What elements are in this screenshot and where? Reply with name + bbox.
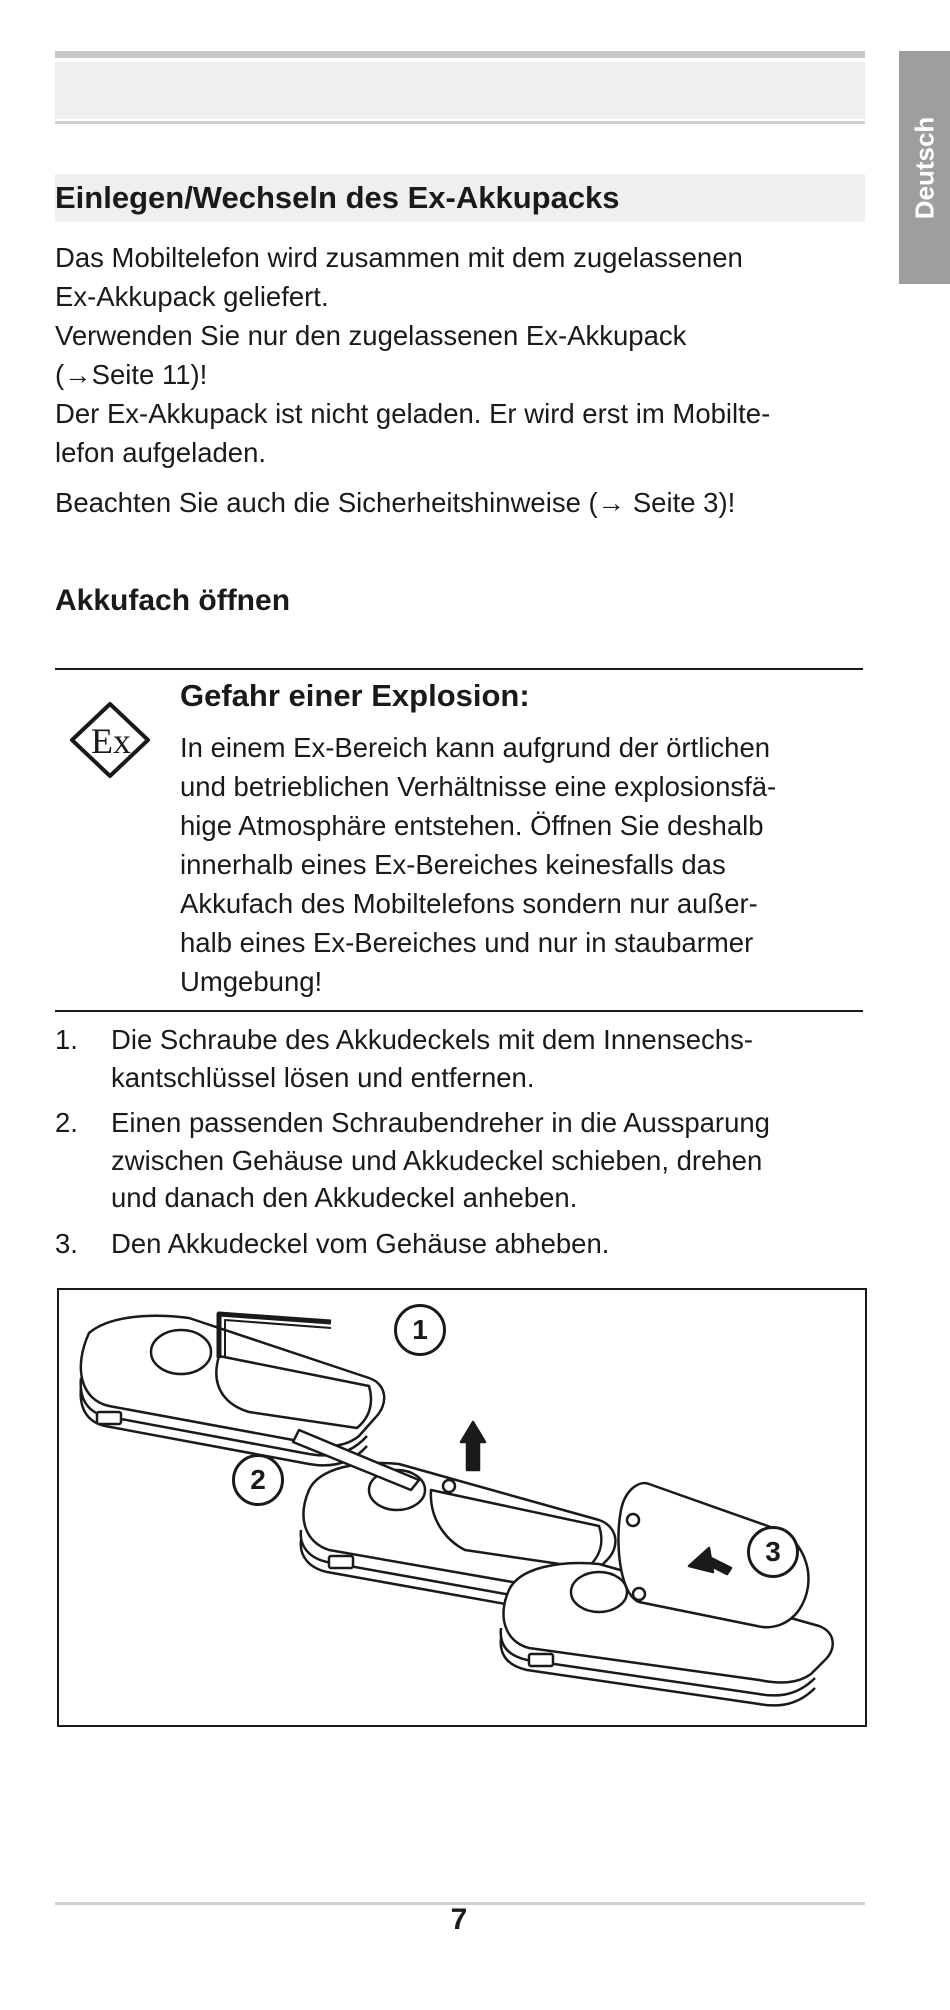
language-tab-label: Deutsch <box>909 116 939 219</box>
step-line: Die Schraube des Akkudeckels mit dem Innensechs- <box>111 1024 753 1055</box>
step-line: zwischen Gehäuse und Akkudeckel schieben, drehen <box>111 1144 763 1176</box>
warning-rule-bottom <box>55 1010 863 1012</box>
intro-line: lefon aufgeladen. <box>55 437 267 468</box>
header-rule-top <box>55 51 865 58</box>
step-number: 3. <box>55 1227 78 1259</box>
safety-note: Beachten Sie auch die Sicherheitshinweise (→ Seite 3)! <box>55 487 736 518</box>
warning-line: Umgebung! <box>180 966 323 997</box>
warning-text <box>180 728 870 1001</box>
step-line: kantschlüssel lösen und entfernen. <box>111 1061 535 1093</box>
section-title: Einlegen/Wechseln des Ex-Akkupacks <box>55 174 865 222</box>
warning-line: und betrieblichen Verhältnisse eine explosionsfä- <box>180 771 777 802</box>
step-number: 1. <box>55 1024 78 1055</box>
header-band <box>55 62 865 119</box>
header-rule-bottom <box>55 121 865 124</box>
warning-line: halb eines Ex-Bereiches und nur in staubarmer <box>180 927 754 958</box>
intro-line: Verwenden Sie nur den zugelassenen Ex-Akkupack <box>55 320 687 351</box>
warning-rule-top <box>55 668 863 670</box>
intro-line: Das Mobiltelefon wird zusammen mit dem zugelassenen <box>55 242 743 273</box>
warning-line: innerhalb eines Ex-Bereiches keinesfalls das <box>180 849 726 880</box>
warning-line: hige Atmosphäre entstehen. Öffnen Sie deshalb <box>180 810 764 841</box>
page-number: 7 <box>450 1903 468 1936</box>
callout-2: 2 <box>232 1454 284 1506</box>
instruction-steps <box>55 1021 870 1270</box>
step-item <box>55 1225 870 1263</box>
intro-line: Der Ex-Akkupack ist nicht geladen. Er wird erst im Mobilte- <box>55 398 771 429</box>
step-line: und danach den Akkudeckel anheben. <box>111 1182 578 1213</box>
intro-line: Ex-Akkupack geliefert. <box>55 281 329 312</box>
step-line: Den Akkudeckel vom Gehäuse abheben. <box>111 1227 610 1259</box>
ex-explosion-protection-icon <box>65 700 155 780</box>
step-number: 2. <box>55 1107 78 1138</box>
warning-line: Akkufach des Mobiltelefons sondern nur außer- <box>180 888 758 919</box>
callout-1: 1 <box>394 1304 446 1356</box>
step-item <box>55 1104 870 1217</box>
subsection-title: Akkufach öffnen <box>55 584 291 617</box>
intro-paragraph <box>55 238 870 472</box>
language-tab <box>899 51 950 284</box>
phone-step-1 <box>81 1314 384 1465</box>
battery-cover-illustration <box>57 1288 867 1727</box>
phone-drawings <box>59 1290 865 1725</box>
callout-3: 3 <box>747 1526 799 1578</box>
ex-icon-text: Ex <box>91 721 131 761</box>
step-item <box>55 1021 870 1096</box>
warning-title: Gefahr einer Explosion: <box>180 678 530 713</box>
intro-line: (→Seite 11)! <box>55 359 208 390</box>
step-line: Einen passenden Schraubendreher in die Aussparung <box>111 1107 770 1138</box>
warning-line: In einem Ex-Bereich kann aufgrund der örtlichen <box>180 732 771 763</box>
